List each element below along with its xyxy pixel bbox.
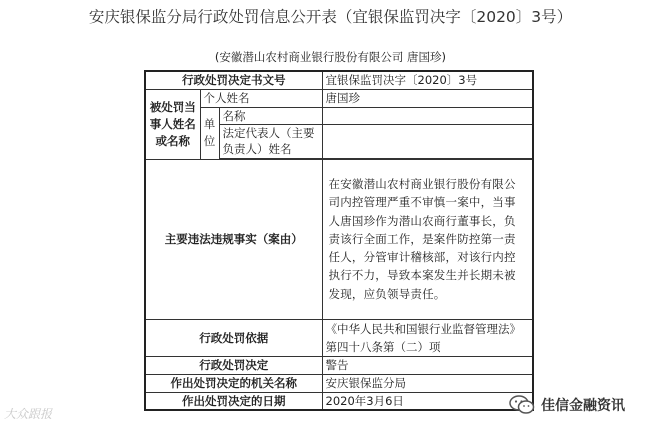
- right-watermark-text: 佳信金融资讯: [541, 398, 625, 414]
- authority-label: 作出处罚决定的机关名称: [145, 374, 322, 392]
- party-label: 被处罚当事人姓名或名称: [145, 89, 200, 159]
- table-row: [145, 374, 533, 392]
- page-subtitle: (安徽潜山农村商业银行股份有限公司 唐国珍): [214, 50, 447, 64]
- name-value: [322, 107, 533, 124]
- table-row: [145, 107, 533, 124]
- legal-rep-label: 法定代表人（主要负责人）姓名: [219, 124, 322, 158]
- name-label: 名称: [219, 107, 322, 124]
- table-row: [145, 89, 533, 107]
- penalty-info-table: [144, 70, 534, 411]
- decision-label: 行政处罚决定: [145, 356, 322, 374]
- basis-value: 《中华人民共和国银行业监督管理法》第四十八条第（二）项: [322, 319, 533, 356]
- page-title: 安庆银保监分局行政处罚信息公开表（宜银保监罚决字〔2020〕3号）: [88, 8, 573, 26]
- authority-value: 安庆银保监分局: [322, 374, 533, 392]
- decision-value: 警告: [322, 356, 533, 374]
- facts-label: 主要违法违规事实（案由）: [145, 159, 322, 319]
- facts-value: 在安徽潜山农村商业银行股份有限公司内控管理严重不审慎一案中，当事人唐国珍作为潜山农商行董事长，负责该行全面工作，是案件防控第一责任人，分管审计稽核部，对该行内控执行不力，导致本案发生并长期未被发现，应负领导责任。: [322, 159, 533, 319]
- unit-label: 单位: [200, 107, 219, 159]
- table-row: [145, 71, 533, 89]
- date-label: 作出处罚决定的日期: [145, 392, 322, 410]
- decision-no-value: 宜银保监罚决字〔2020〕3号: [322, 71, 533, 89]
- decision-no-label: 行政处罚决定书文号: [145, 71, 322, 89]
- left-watermark: 大众跟报: [4, 407, 53, 421]
- table-row: [145, 319, 533, 356]
- basis-label: 行政处罚依据: [145, 319, 322, 356]
- legal-rep-value: [322, 124, 533, 158]
- table-row: [145, 356, 533, 374]
- table-row: [145, 159, 533, 319]
- wechat-icon: [509, 395, 535, 415]
- right-watermark: [509, 395, 625, 415]
- date-value: 2020年3月6日: [322, 392, 533, 410]
- individual-value: 唐国珍: [322, 89, 533, 107]
- individual-label: 个人姓名: [200, 89, 322, 107]
- table-row: [145, 392, 533, 410]
